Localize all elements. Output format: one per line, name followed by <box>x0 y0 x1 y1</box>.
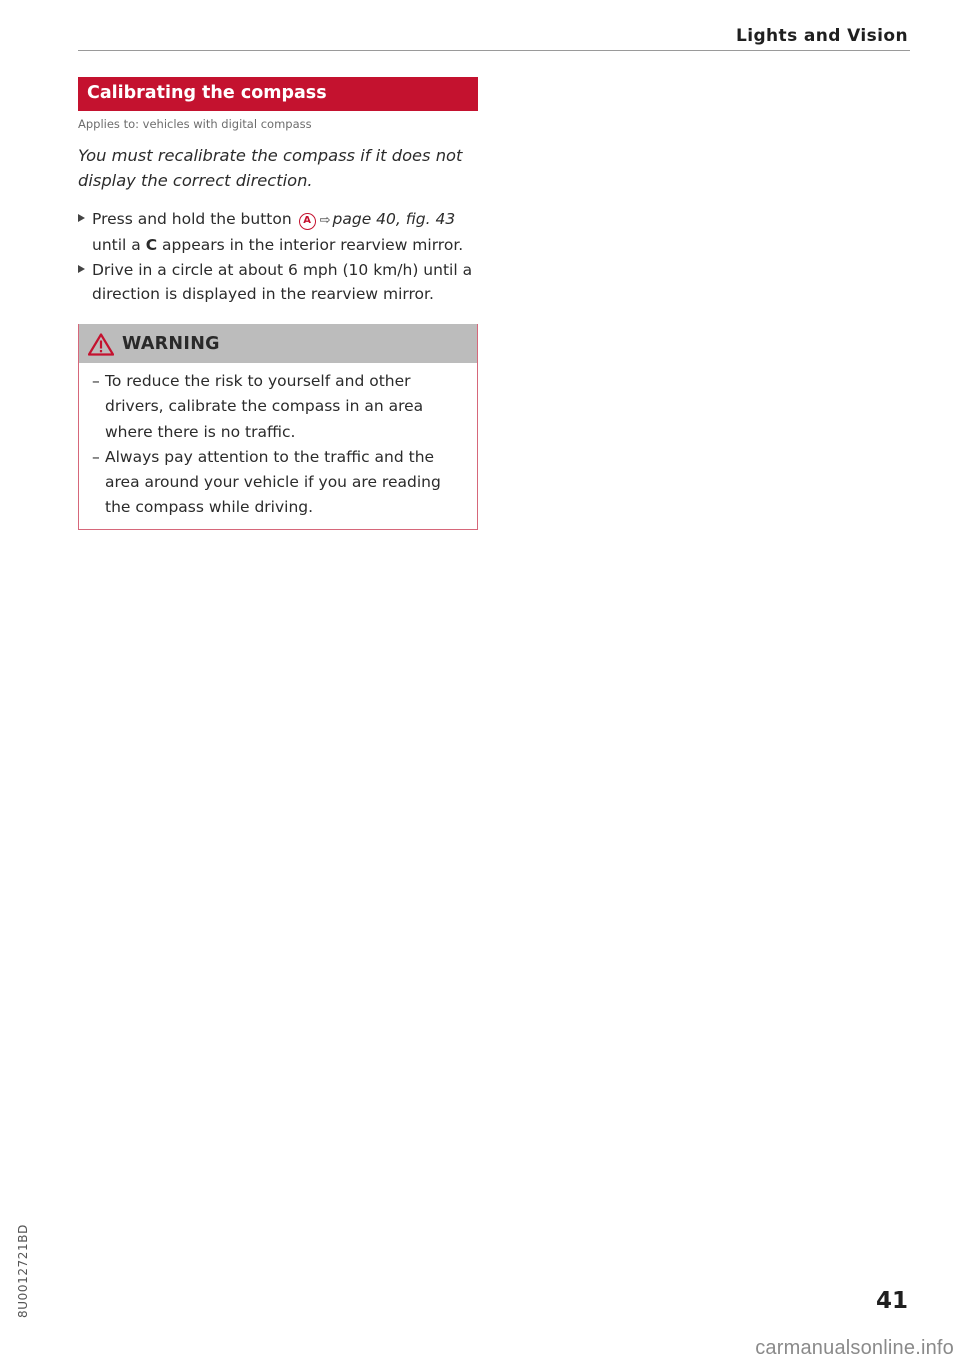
page-number: 41 <box>875 1288 908 1314</box>
warning-item <box>92 445 463 521</box>
cross-reference-arrow-icon: ⇨ <box>319 213 331 228</box>
step-bullet-icon <box>78 214 85 222</box>
warning-item-text: To reduce the risk to yourself and other drivers, calibrate the compass in an area where there is no traffic. <box>105 372 424 441</box>
step-text: Press and hold the button <box>92 210 292 228</box>
applies-to-note: Applies to: vehicles with digital compass <box>78 117 312 131</box>
section-heading: Calibrating the compass <box>78 77 478 111</box>
list-dash: – <box>92 372 100 390</box>
instruction-steps <box>78 207 478 306</box>
watermark-text: carmanualsonline.info <box>755 1337 954 1359</box>
warning-item <box>92 369 463 445</box>
step-bullet-icon <box>78 265 85 273</box>
button-a-icon: A <box>299 213 316 230</box>
mirror-letter: C <box>145 236 158 254</box>
step-item <box>78 258 478 306</box>
intro-paragraph: You must recalibrate the compass if it does not display the correct direction. <box>78 146 463 190</box>
step-item <box>78 207 478 257</box>
content-column <box>78 77 478 530</box>
running-header-title: Lights and Vision <box>736 26 908 46</box>
warning-body <box>79 363 477 529</box>
step-text: Drive in a circle at about 6 mph (10 km/h) until a direction is displayed in the rearview mirror. <box>92 261 473 303</box>
list-dash: – <box>92 447 100 466</box>
step-text: until a <box>92 236 141 254</box>
warning-triangle-icon <box>88 333 114 356</box>
step-text: appears in the interior rearview mirror. <box>162 236 464 254</box>
warning-title: WARNING <box>122 334 220 354</box>
warning-item-text: Always pay attention to the traffic and the area around your vehicle if you are reading the compass while driving. <box>105 447 441 517</box>
header-divider <box>78 50 910 51</box>
warning-header <box>79 324 477 363</box>
warning-box <box>78 324 478 530</box>
cross-reference-link[interactable]: page 40, fig. 43 <box>332 210 456 228</box>
document-code: 8U0012721BD <box>16 1224 30 1318</box>
